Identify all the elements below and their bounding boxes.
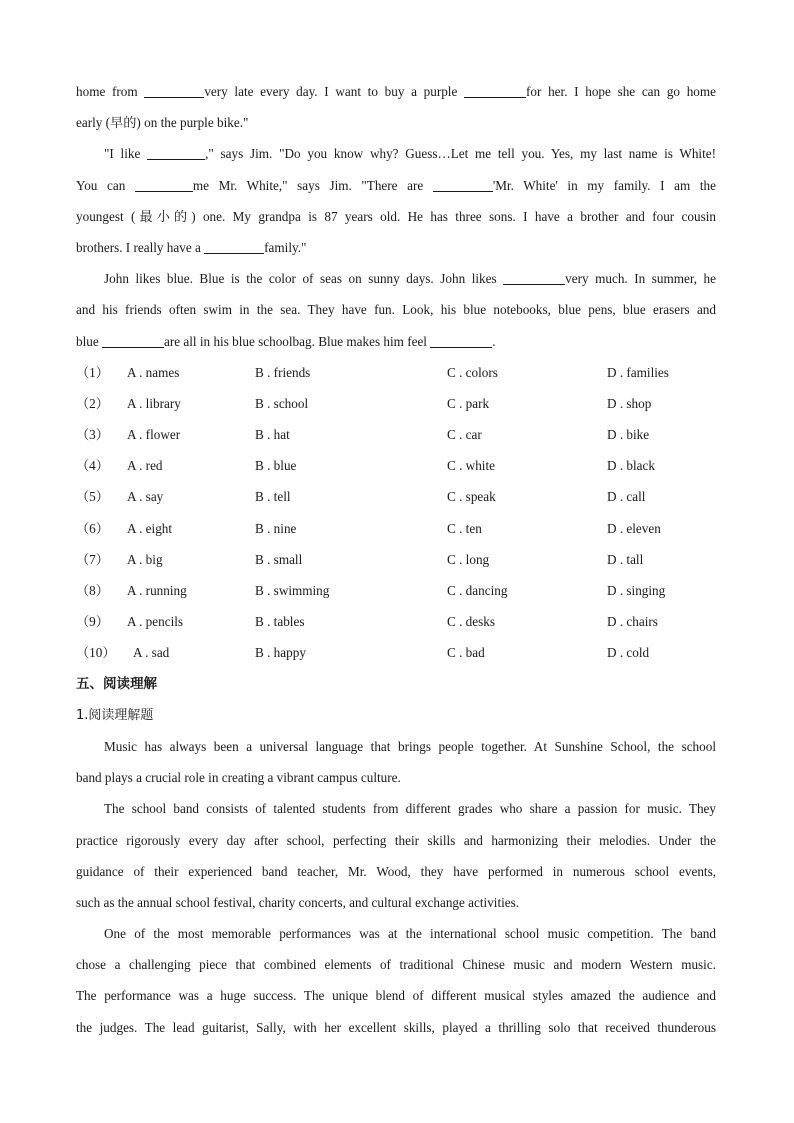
option-b: B . friends [255,364,311,380]
reading-line: Music has always been a universal language that brings people together. At Sunshine School, the school [104,738,716,754]
cloze-line [76,107,716,138]
question-number: （5） [76,489,109,505]
reading-line: chose a challenging piece that combined elements of traditional Chinese music and modern Western music. [76,957,716,973]
option-b: B . happy [255,645,306,661]
option-c: C . desks [447,614,495,630]
option-d: D . singing [607,583,666,598]
option-d: D . cold [607,645,650,661]
text-span: blue [76,333,103,349]
option-a: A . pencils [127,614,184,630]
text-span: and his friends often swim in the sea. They have fun. Look, his blue notebooks, blue pens, blue erasers and [76,302,716,318]
question-number: （6） [76,520,109,536]
option-c: C . bad [447,645,485,661]
answer-blank [102,333,164,348]
option-a: A . eight [127,520,173,536]
option-c: C . ten [447,520,482,536]
text-span: You can [76,177,135,193]
option-c: C . long [447,551,490,567]
reading-line: The performance was a huge success. The unique blend of different musical styles amazed the audience and [76,988,716,1004]
text-span: brothers. I really have a [76,239,205,255]
option-a: A . names [127,364,180,380]
text-span: home from [76,84,145,99]
cloze-line [76,170,716,201]
option-b: B . school [255,395,309,411]
cloze-line [76,201,716,232]
answer-blank [144,83,204,98]
text-span: youngest (最小的) one. My grandpa is 87 years old. He has three sons. I have a brother and four cousin [76,208,716,224]
option-row [76,606,716,637]
answer-blank [503,270,565,285]
cloze-line [76,263,716,294]
option-row [76,575,716,606]
reading-line: such as the annual school festival, charity concerts, and cultural exchange activities. [76,894,520,910]
question-number: （8） [76,583,109,598]
option-b: B . tell [255,489,291,505]
cloze-line [76,232,716,263]
option-a: A . red [127,458,163,474]
question-number: （7） [76,551,109,567]
option-b: B . swimming [255,583,330,598]
option-row [76,637,716,668]
document-page [76,76,716,1043]
text-span: for her. I hope she can go home [526,84,716,99]
answer-blank [464,83,526,98]
answer-blank [204,239,264,254]
reading-line: The school band consists of talented students from different grades who share a passion for music. They [104,801,716,817]
text-span: are all in his blue schoolbag. Blue makes him feel [164,333,431,349]
question-number: （2） [76,395,109,411]
option-b: B . blue [255,458,297,474]
option-d: D . bike [607,427,650,443]
text-span: "I like [104,146,148,162]
option-a: A . flower [127,427,181,443]
text-span: 'Mr. White' in my family. I am the [492,177,716,193]
option-a: A . sad [133,645,170,661]
text-span: . [492,333,496,349]
question-number: （9） [76,614,109,630]
option-d: D . call [607,489,646,505]
option-row [76,481,716,512]
question-number: （10） [76,645,116,661]
option-c: C . park [447,395,490,411]
text-span: me Mr. White," says Jim. "There are [192,177,433,193]
answer-blank [147,145,205,160]
option-d: D . chairs [607,614,658,630]
reading-line: guidance of their experienced band teacher, Mr. Wood, they have performed in numerous school events, [76,863,716,879]
option-d: D . eleven [607,520,661,536]
reading-paragraph [76,731,716,793]
text-span: early (早的) on the purple bike." [76,115,249,131]
section-title: 五、阅读理解 [76,675,157,692]
option-a: A . big [127,551,163,567]
option-b: B . tables [255,614,305,630]
cloze-line [76,76,716,107]
text-span: very much. In summer, he [565,271,717,287]
options-list [76,357,716,669]
option-row [76,544,716,575]
cloze-line [76,138,716,169]
option-b: B . hat [255,427,290,443]
question-number: （1） [76,364,109,380]
option-row [76,513,716,544]
reading-paragraph [76,918,716,1043]
question-number: （3） [76,427,109,443]
reading-paragraph [76,793,716,918]
text-span: family." [264,239,307,255]
option-c: C . car [447,427,482,443]
cloze-line [76,326,716,357]
option-b: B . nine [255,520,297,536]
question-number: （4） [76,458,109,474]
question-subtitle: 1.阅读理解题 [76,707,154,723]
option-row [76,450,716,481]
option-a: A . running [127,583,187,598]
answer-blank [135,177,193,192]
text-span: John likes blue. Blue is the color of seas on sunny days. John likes [104,271,504,287]
reading-line: One of the most memorable performances was at the international school music competition. The band [104,926,716,942]
option-c: C . dancing [447,583,508,598]
option-d: D . black [607,458,655,474]
text-span: ," says Jim. "Do you know why? Guess…Let me tell you. Yes, my last name is White! [205,146,716,162]
option-d: D . families [607,364,669,380]
option-row [76,419,716,450]
option-a: A . library [127,395,181,411]
option-d: D . tall [607,551,644,567]
reading-line: the judges. The lead guitarist, Sally, with her excellent skills, played a thrilling solo that received thunderous [76,1019,716,1035]
option-c: C . speak [447,489,496,505]
reading-line: practice rigorously every day after school, perfecting their skills and harmonizing their melodies. Under the [76,832,716,848]
option-b: B . small [255,551,303,567]
option-row [76,357,716,388]
option-c: C . colors [447,364,498,380]
reading-line: band plays a crucial role in creating a vibrant campus culture. [76,770,401,786]
option-d: D . shop [607,395,652,411]
option-c: C . white [447,458,495,474]
cloze-line [76,294,716,325]
text-span: very late every day. I want to buy a purple [204,84,465,99]
option-a: A . say [127,489,164,505]
option-row [76,388,716,419]
answer-blank [430,333,492,348]
answer-blank [433,177,493,192]
